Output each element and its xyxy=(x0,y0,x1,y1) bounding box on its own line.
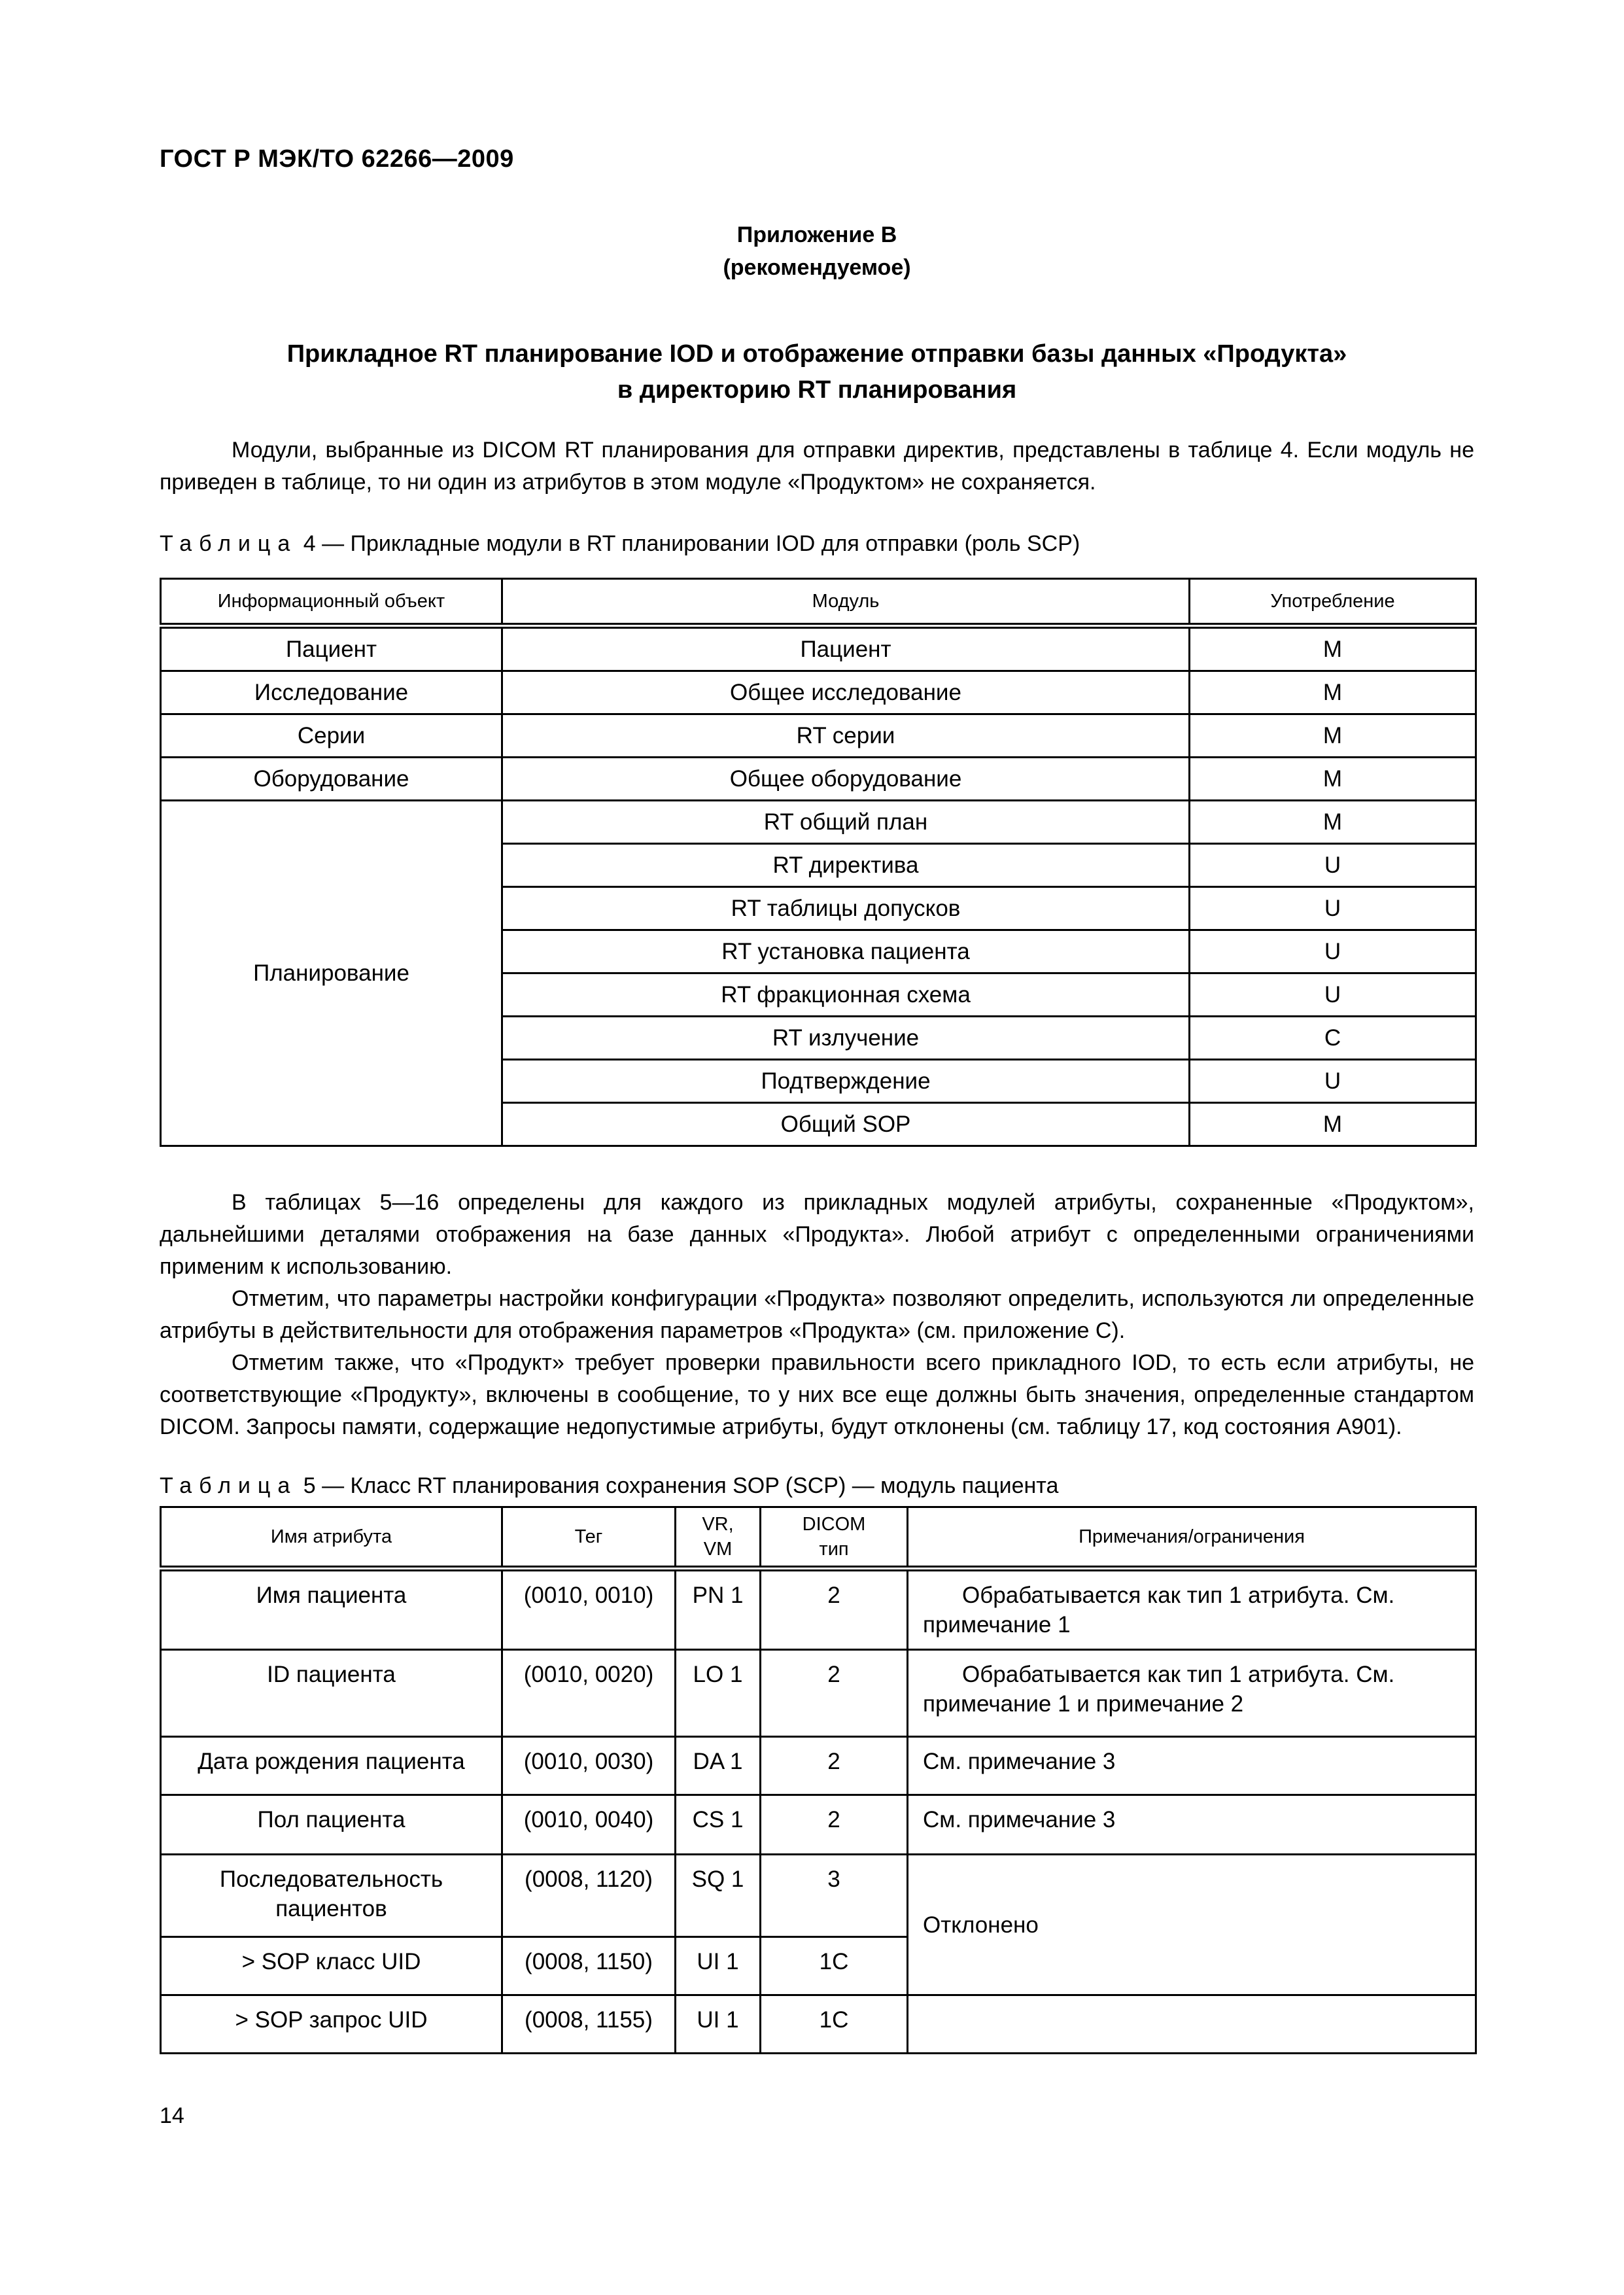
body-paragraph: Отметим, что параметры настройки конфигурации «Продукта» позволяют определить, используются ли определенные атрибуты в действительности для отображения параметров «Продукта» (см. приложение С). xyxy=(160,1286,1474,1343)
table4-module: Общее исследование xyxy=(502,671,1190,714)
table5-note-empty xyxy=(908,1995,1476,2054)
table5-header-row xyxy=(161,1507,1476,1569)
table4-header-row xyxy=(161,579,1476,626)
table4-module: Подтверждение xyxy=(502,1060,1190,1103)
table4-usage: M xyxy=(1190,671,1476,714)
intro-text: Модули, выбранные из DICOM RT планирования для отправки директив, представлены в таблице 4. Если модуль не приведен в таблице, то ни один из атрибутов в этом модуле «Продуктом» не сохраняется. xyxy=(160,438,1474,495)
table4-usage: M xyxy=(1190,758,1476,801)
table5-type: 2 xyxy=(761,1737,908,1795)
table5-vr: UI 1 xyxy=(676,1995,761,2054)
table4-module: RT фракционная схема xyxy=(502,973,1190,1017)
table4-module: RT общий план xyxy=(502,801,1190,844)
table5-vr: LO 1 xyxy=(676,1650,761,1737)
table5-type: 1C xyxy=(761,1995,908,2054)
table4-module: Общее оборудование xyxy=(502,758,1190,801)
table4-module: RT установка пациента xyxy=(502,930,1190,973)
table-row xyxy=(161,758,1476,801)
table-row xyxy=(161,714,1476,758)
table5-type: 2 xyxy=(761,1650,908,1737)
table5-header-vr xyxy=(676,1507,761,1569)
table5-type: 2 xyxy=(761,1795,908,1855)
table4-module: RT таблицы допусков xyxy=(502,887,1190,930)
table5-vr: PN 1 xyxy=(676,1569,761,1650)
table5-tag: (0010, 0030) xyxy=(502,1737,676,1795)
table4-module: RT директива xyxy=(502,844,1190,887)
table5-vr: SQ 1 xyxy=(676,1855,761,1937)
table4-usage: M xyxy=(1190,714,1476,758)
table4-module: Пациент xyxy=(502,626,1190,671)
table5-attr-name: Последовательность пациентов xyxy=(161,1855,502,1937)
table-row xyxy=(161,626,1476,671)
table5-caption-text: 5 — Класс RT планирования сохранения SOP (SCP) — модуль пациента xyxy=(297,1473,1059,1498)
table4-header-module: Модуль xyxy=(502,579,1190,626)
table5-tag: (0010, 0010) xyxy=(502,1569,676,1650)
table5-header-vr-line1: VR, xyxy=(702,1514,734,1535)
table-row xyxy=(161,1569,1476,1650)
body-paragraphs xyxy=(160,1187,1474,1443)
table5-tag: (0008, 1120) xyxy=(502,1855,676,1937)
table5-header-dicom-line1: DICOM xyxy=(802,1514,866,1535)
table4-object: Оборудование xyxy=(161,758,502,801)
table-row xyxy=(161,1795,1476,1855)
table5-attr-name: Пол пациента xyxy=(161,1795,502,1855)
table5-note xyxy=(908,1569,1476,1650)
table5-type: 2 xyxy=(761,1569,908,1650)
table5-tag: (0008, 1150) xyxy=(502,1937,676,1995)
table5-attr-name: > SOP класс UID xyxy=(161,1937,502,1995)
table5-type: 1C xyxy=(761,1937,908,1995)
table4-caption xyxy=(160,531,1080,557)
table4-module: Общий SOP xyxy=(502,1103,1190,1146)
table-row xyxy=(161,801,1476,844)
table4-usage: U xyxy=(1190,973,1476,1017)
table5-header-tag: Тег xyxy=(502,1507,676,1569)
table5-note: См. примечание 3 xyxy=(908,1795,1476,1855)
table5-note xyxy=(908,1650,1476,1737)
table5-header-dicom-line2: тип xyxy=(819,1539,849,1560)
table4-object-planning: Планирование xyxy=(161,801,502,1146)
table4-header-usage: Употребление xyxy=(1190,579,1476,626)
table4-header-object: Информационный объект xyxy=(161,579,502,626)
table5-attr-name: ID пациента xyxy=(161,1650,502,1737)
body-paragraph: В таблицах 5—16 определены для каждого из прикладных модулей атрибуты, сохраненные «Продуктом», дальнейшими деталями отображения на базе данных «Продукта». Любой атрибут с определенными ограничениями применим к использованию. xyxy=(160,1190,1474,1279)
document-header: ГОСТ Р МЭК/ТО 62266—2009 xyxy=(160,145,514,173)
table-row xyxy=(161,1995,1476,2054)
table-row xyxy=(161,1650,1476,1737)
table5-note: См. примечание 3 xyxy=(908,1737,1476,1795)
table4-usage: C xyxy=(1190,1017,1476,1060)
table5-header-name: Имя атрибута xyxy=(161,1507,502,1569)
table4-usage: U xyxy=(1190,1060,1476,1103)
table5-caption-prefix: Таблица xyxy=(160,1473,298,1498)
table5-vr: UI 1 xyxy=(676,1937,761,1995)
table4-usage: U xyxy=(1190,887,1476,930)
table4-usage: U xyxy=(1190,844,1476,887)
table4-usage: M xyxy=(1190,801,1476,844)
table5-attr-name: Имя пациента xyxy=(161,1569,502,1650)
section-title-line1: Прикладное RT планирование IOD и отображение отправки базы данных «Продукта» xyxy=(286,340,1347,368)
page-number: 14 xyxy=(160,2103,184,2128)
table5-header-vr-line2: VM xyxy=(703,1539,733,1560)
table4-object: Исследование xyxy=(161,671,502,714)
table4-caption-prefix: Таблица xyxy=(160,531,298,556)
table5-tag: (0010, 0040) xyxy=(502,1795,676,1855)
table4-usage: M xyxy=(1190,1103,1476,1146)
appendix-title: Приложение В xyxy=(736,222,897,247)
table5-tag: (0008, 1155) xyxy=(502,1995,676,2054)
table4-usage: M xyxy=(1190,626,1476,671)
table-5 xyxy=(160,1506,1477,2054)
table5-note-rejected: Отклонено xyxy=(908,1855,1476,1995)
table-row xyxy=(161,671,1476,714)
table4-object: Пациент xyxy=(161,626,502,671)
table4-usage: U xyxy=(1190,930,1476,973)
table5-attr-name: > SOP запрос UID xyxy=(161,1995,502,2054)
body-paragraph: Отметим также, что «Продукт» требует проверки правильности всего прикладного IOD, то есть если атрибуты, не соответствующие «Продукту», включены в сообщение, то у них все еще должны быть значения, определенные стандартом DICOM. Запросы памяти, содержащие недопустимые атрибуты, будут отклонены (см. таблицу 17, код состояния A901). xyxy=(160,1350,1474,1439)
section-title-line2: в директорию RT планирования xyxy=(617,376,1017,404)
table5-header-notes: Примечания/ограничения xyxy=(908,1507,1476,1569)
table5-tag: (0010, 0020) xyxy=(502,1650,676,1737)
table5-caption xyxy=(160,1473,1058,1499)
table5-vr: DA 1 xyxy=(676,1737,761,1795)
table-row xyxy=(161,1737,1476,1795)
table-4 xyxy=(160,578,1477,1147)
table5-vr: CS 1 xyxy=(676,1795,761,1855)
appendix-status: (рекомендуемое) xyxy=(723,255,911,280)
intro-paragraph xyxy=(160,434,1474,499)
table4-module: RT излучение xyxy=(502,1017,1190,1060)
table5-attr-name: Дата рождения пациента xyxy=(161,1737,502,1795)
table5-type: 3 xyxy=(761,1855,908,1937)
table5-header-dicom xyxy=(761,1507,908,1569)
table4-object: Серии xyxy=(161,714,502,758)
table5-note-text: Обрабатывается как тип 1 атрибута. См. примечание 1 xyxy=(923,1583,1395,1638)
table4-module: RT серии xyxy=(502,714,1190,758)
table-row xyxy=(161,1855,1476,1937)
table4-caption-text: 4 — Прикладные модули в RT планировании IOD для отправки (роль SCP) xyxy=(297,531,1080,556)
table5-note-text: Обрабатывается как тип 1 атрибута. См. примечание 1 и примечание 2 xyxy=(923,1662,1395,1717)
